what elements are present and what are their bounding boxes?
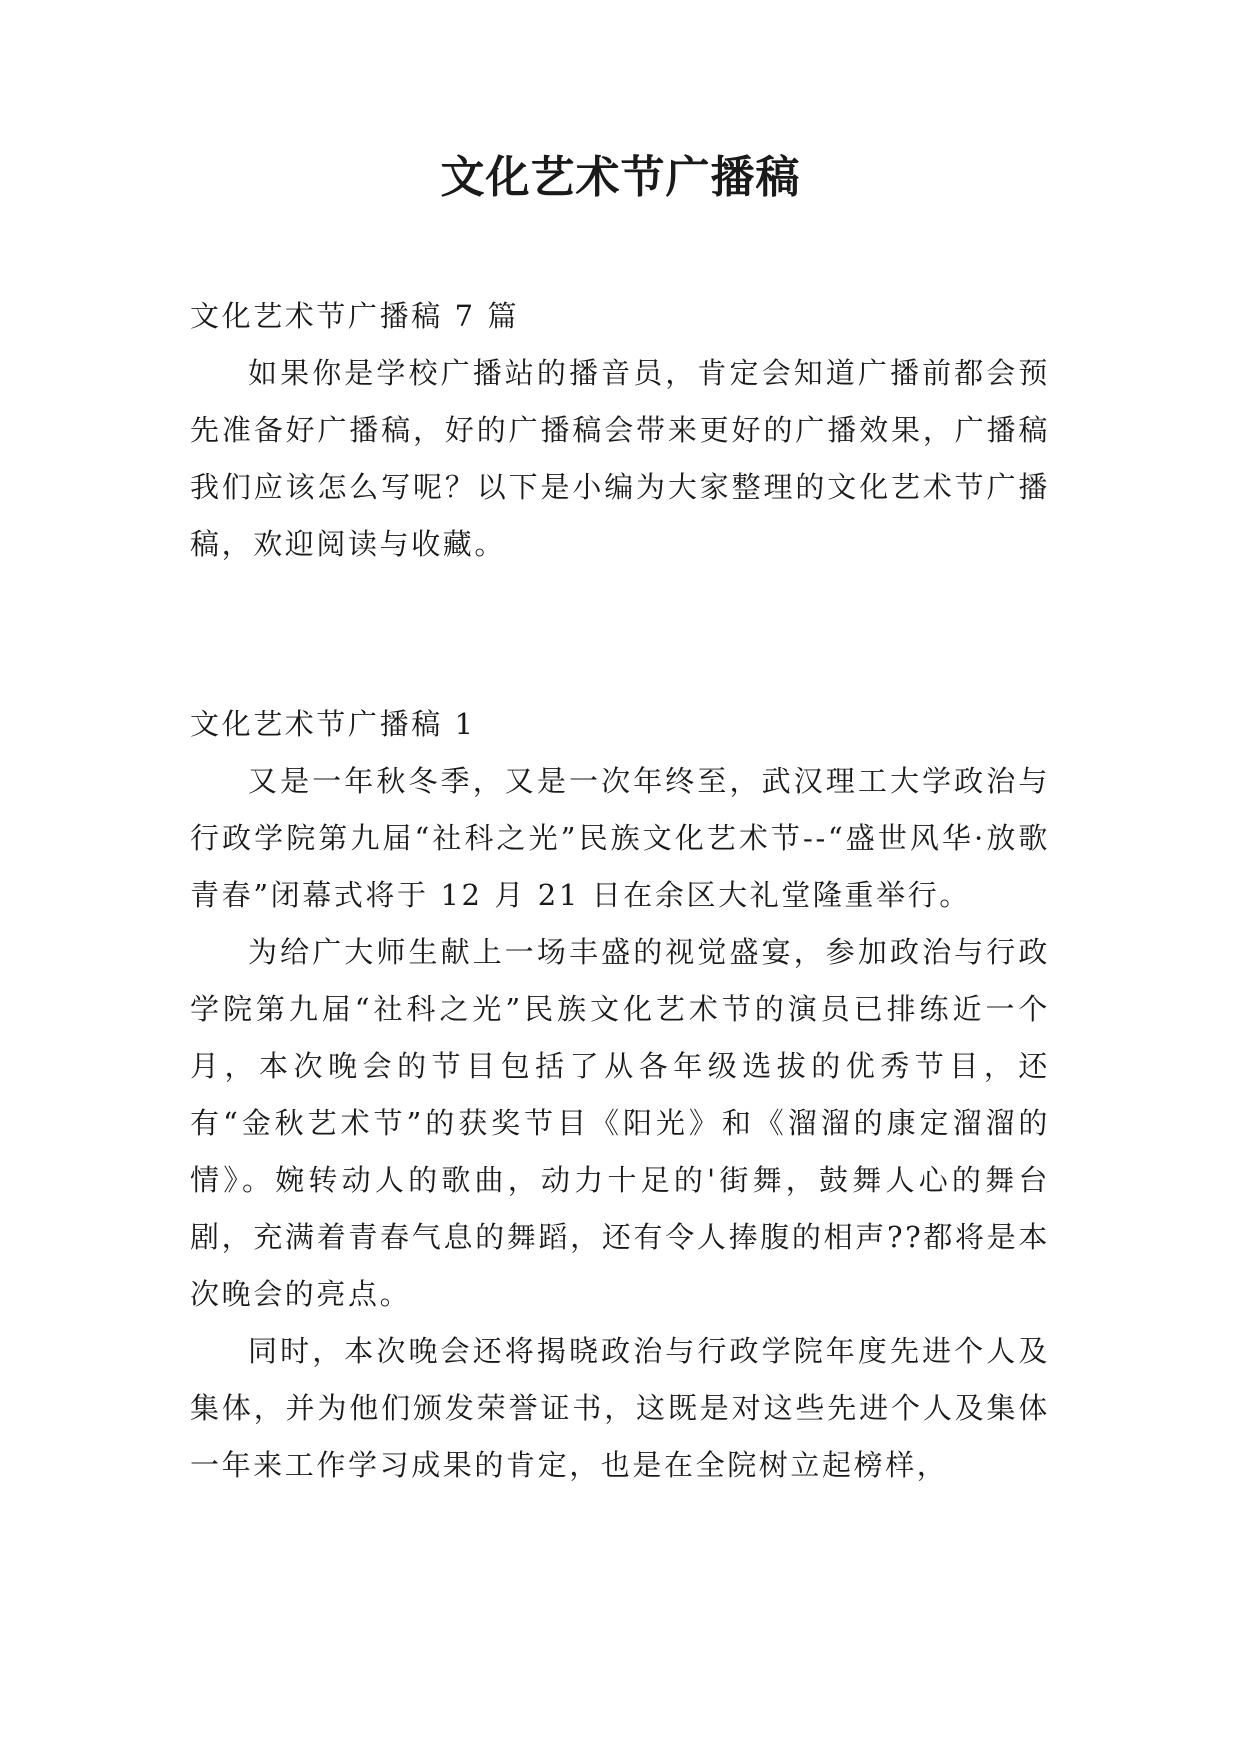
intro-paragraph: 如果你是学校广播站的播音员，肯定会知道广播前都会预先准备好广播稿，好的广播稿会带来更好的广播效果，广播稿我们应该怎么写呢？以下是小编为大家整理的文化艺术节广播稿，欢迎阅读与收藏。	[190, 356, 1050, 561]
document-title: 文化艺术节广播稿	[440, 152, 801, 203]
section-1-paragraph-1: 又是一年秋冬季，又是一次年终至，武汉理工大学政治与行政学院第九届“社科之光”民族文化艺术节--“盛世风华·放歌青春”闭幕式将于 12 月 21 日在余区大礼堂隆重举行。	[190, 764, 1050, 912]
section-1-paragraph-3: 同时，本次晚会还将揭晓政治与行政学院年度先进个人及集体，并为他们颁发荣誉证书，这既是对这些先进个人及集体一年来工作学习成果的肯定，也是在全院树立起榜样，	[190, 1334, 1050, 1482]
intro-heading: 文化艺术节广播稿 7 篇	[190, 299, 520, 333]
section-1-heading: 文化艺术节广播稿 1	[190, 707, 476, 741]
section-1	[190, 696, 1050, 1494]
section-1-paragraph-2: 为给广大师生献上一场丰盛的视觉盛宴，参加政治与行政学院第九届“社科之光”民族文化艺术节的演员已排练近一个月，本次晚会的节目包括了从各年级选拔的优秀节目，还有“金秋艺术节”的获奖节目《阳光》和《溜溜的康定溜溜的情》。婉转动人的歌曲，动力十足的'街舞，鼓舞人心的舞台剧，充满着青春气息的舞蹈，还有令人捧腹的相声??都将是本次晚会的亮点。	[190, 935, 1050, 1311]
intro-section	[190, 288, 1050, 573]
